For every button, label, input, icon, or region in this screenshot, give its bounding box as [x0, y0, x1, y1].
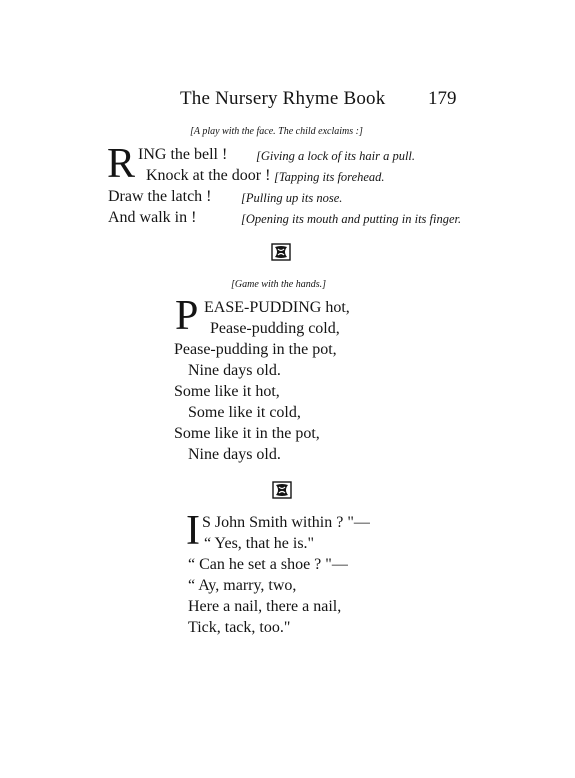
rhyme2-line-7: Some like it in the pot, [174, 425, 320, 442]
rhyme1-dropcap: R [107, 141, 136, 187]
rhyme3-line-2: “ Yes, that he is." [204, 535, 315, 552]
running-title: The Nursery Rhyme Book [180, 88, 386, 109]
rhyme3-line-3: “ Can he set a shoe ? "— [188, 556, 348, 573]
floral-ornament-icon [272, 481, 292, 499]
rhyme1-line-3: Draw the latch ! [108, 188, 212, 205]
rhyme1-direction-4: [Opening its mouth and putting in its finger. [241, 212, 462, 226]
rhyme3-dropcap: I [186, 508, 200, 554]
rhyme1-direction-3: [Pulling up its nose. [241, 191, 343, 205]
rhyme2-line-4: Nine days old. [188, 362, 281, 379]
rhyme1-direction-2: [Tapping its forehead. [274, 170, 385, 184]
page-number: 179 [428, 88, 457, 109]
floral-ornament-icon [271, 243, 291, 261]
rhyme3-line-6: Tick, tack, too." [188, 619, 291, 636]
rhyme1-direction-1: [Giving a lock of its hair a pull. [256, 149, 416, 163]
rhyme2-line-2: Pease-pudding cold, [210, 320, 340, 337]
rhyme2-line-6: Some like it cold, [188, 404, 301, 421]
rhyme3-line-5: Here a nail, there a nail, [188, 598, 342, 615]
rhyme1-line-2: Knock at the door ! [146, 167, 271, 184]
rhyme2-dropcap: P [175, 293, 199, 339]
rhyme2-line-3: Pease-pudding in the pot, [174, 341, 337, 358]
rhyme1-note: [A play with the face. The child exclaims :] [190, 126, 363, 137]
rhyme2-line-5: Some like it hot, [174, 383, 280, 400]
rhyme3-line-4: “ Ay, marry, two, [188, 577, 297, 594]
rhyme2-line-8: Nine days old. [188, 446, 281, 463]
rhyme2-line-1: EASE-PUDDING hot, [204, 299, 350, 316]
rhyme3-line-1: S John Smith within ? "— [202, 514, 370, 531]
rhyme2-note: [Game with the hands.] [231, 279, 326, 290]
rhyme1-line-1: ING the bell ! [138, 146, 228, 163]
rhyme1-line-4: And walk in ! [108, 209, 197, 226]
